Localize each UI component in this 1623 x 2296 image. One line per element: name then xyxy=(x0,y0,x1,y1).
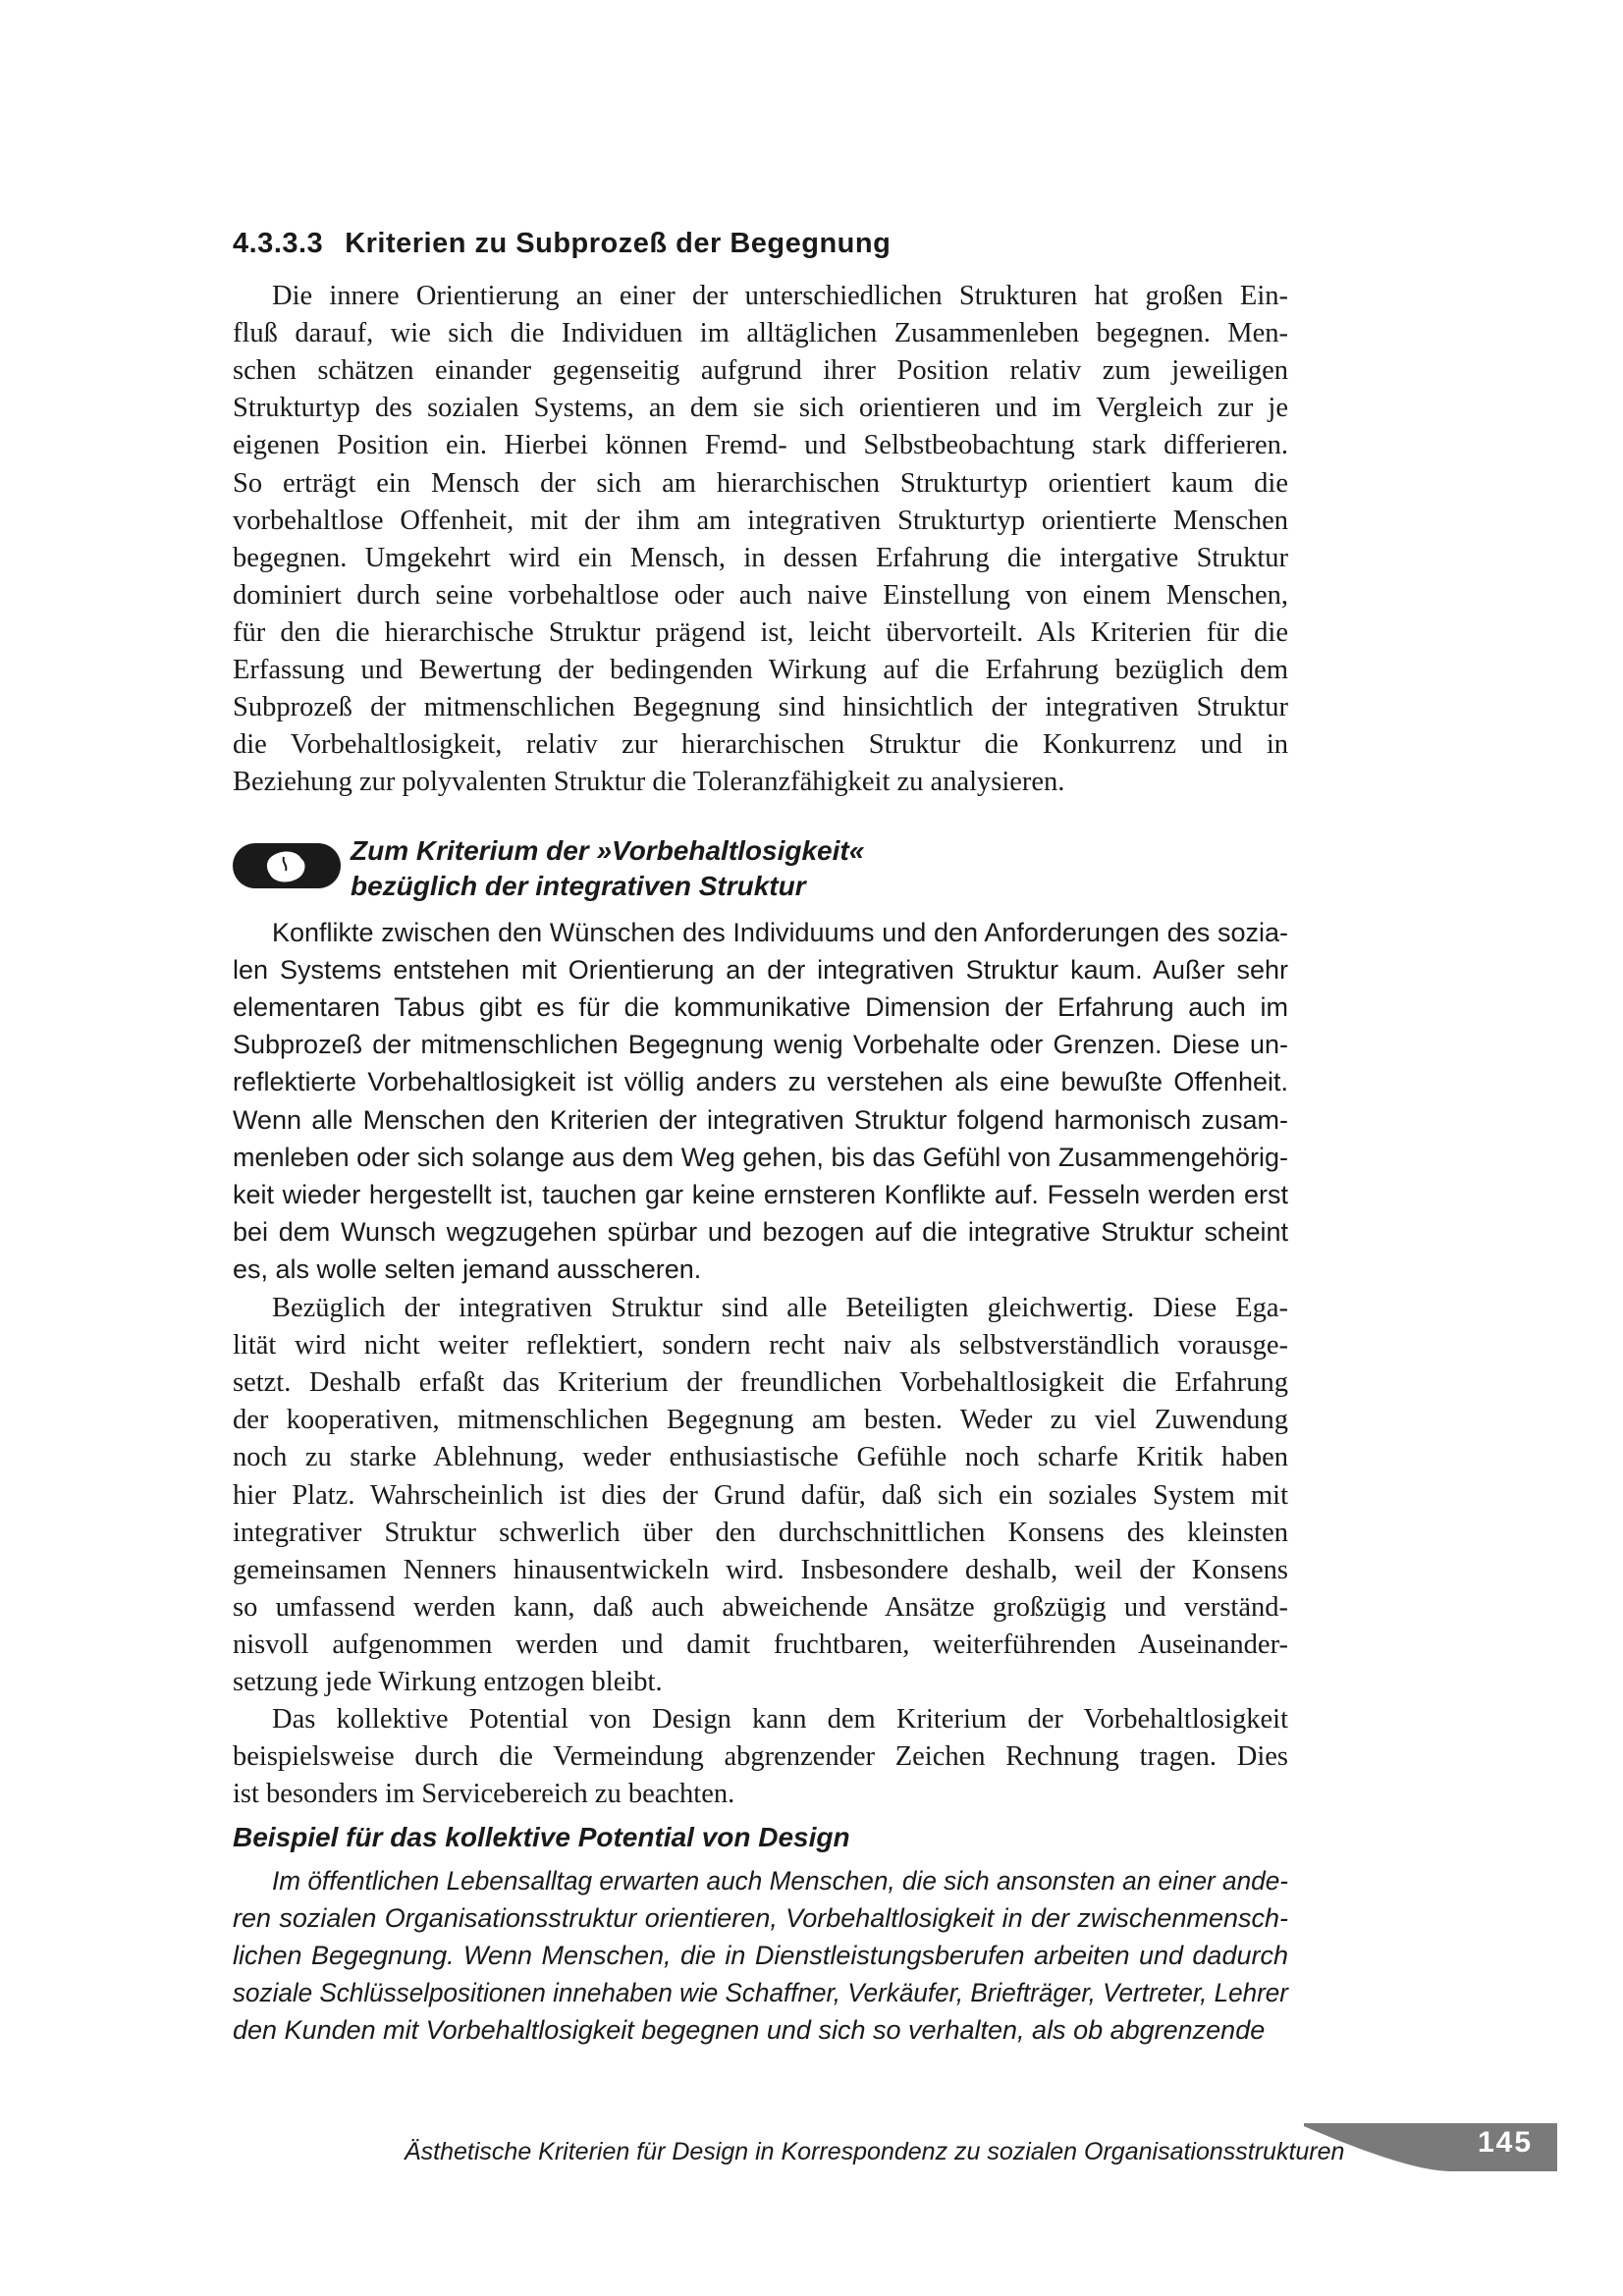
pill-shape-icon xyxy=(233,841,341,890)
text-line: setzt. Deshalb erfaßt das Kriterium der freundlichen Vorbehaltlosigkeit die Erfahrung xyxy=(233,1367,1288,1399)
text-line: menleben oder sich solange aus dem Weg gehen, bis das Gefühl von Zusammengehörig- xyxy=(233,1142,1288,1172)
example-title: Beispiel für das kollektive Potential von Design xyxy=(233,1822,850,1852)
criterion-title-line2: bezüglich der integrativen Struktur xyxy=(351,871,806,901)
text-line: so umfassend werden kann, daß auch abweichende Ansätze großzügig und verständ- xyxy=(233,1591,1288,1623)
text-line: So erträgt ein Mensch der sich am hierarchischen Strukturtyp orientiert kaum die xyxy=(233,467,1288,499)
text-line: keit wieder hergestellt ist, tauchen gar keine ernsteren Konflikte auf. Fesseln werden erst xyxy=(233,1179,1288,1209)
text-line: ren sozialen Organisationsstruktur orientieren, Vorbehaltlosigkeit in der zwischenmensch- xyxy=(233,1903,1288,1934)
text-line: Im öffentlichen Lebensalltag erwarten auch Menschen, die sich ansonsten an einer ande- xyxy=(272,1866,1288,1896)
text-line: fluß darauf, wie sich die Individuen im alltäglichen Zusammenleben begegnen. Men- xyxy=(233,318,1288,349)
section-heading xyxy=(233,228,891,260)
page-number: 145 xyxy=(1477,2126,1534,2159)
section-number: 4.3.3.3 xyxy=(233,228,324,259)
text-line: elementaren Tabus gibt es für die kommunikative Dimension der Erfahrung auch im xyxy=(233,992,1288,1023)
section-title: Kriterien zu Subprozeß der Begegnung xyxy=(345,228,892,259)
text-line: Die innere Orientierung an einer der unterschiedlichen Strukturen hat großen Ein- xyxy=(272,281,1288,311)
text-line: lität wird nicht weiter reflektiert, sondern recht naiv als selbstverständlich vorausge- xyxy=(233,1330,1288,1362)
text-line: für den die hierarchische Struktur prägend ist, leicht übervorteilt. Als Kriterien für die xyxy=(233,616,1288,648)
text-line: es, als wolle selten jemand ausscheren. xyxy=(233,1254,702,1284)
text-line: schen schätzen einander gegenseitig aufgrund ihrer Position relativ zum jeweiligen xyxy=(233,355,1288,387)
text-line: beispielsweise durch die Vermeindung abgrenzender Zeichen Rechnung tragen. Dies xyxy=(233,1741,1288,1773)
text-line: Subprozeß der mitmenschlichen Begegnung sind hinsichtlich der integrativen Struktur xyxy=(233,692,1288,723)
criterion-title-line1: Zum Kriterium der »Vorbehaltlosigkeit« xyxy=(351,835,865,866)
text-line: nisvoll aufgenommen werden und damit fruchtbaren, weiterführenden Auseinander- xyxy=(233,1629,1288,1660)
text-line: reflektierte Vorbehaltlosigkeit ist völlig anders zu verstehen als eine bewußte Offenheit. xyxy=(233,1067,1288,1097)
text-line: bei dem Wunsch wegzugehen spürbar und bezogen auf die integrative Struktur scheint xyxy=(233,1216,1288,1247)
text-line: ist besonders im Servicebereich zu beachten. xyxy=(233,1779,735,1810)
text-line: der kooperativen, mitmenschlichen Begegnung am besten. Weder zu viel Zuwendung xyxy=(233,1405,1288,1436)
text-line: die Vorbehaltlosigkeit, relativ zur hierarchischen Struktur die Konkurrenz und in xyxy=(233,729,1288,761)
text-line: Konflikte zwischen den Wünschen des Individuums und den Anforderungen des sozia- xyxy=(272,918,1288,947)
text-line: Das kollektive Potential von Design kann dem Kriterium der Vorbehaltlosigkeit xyxy=(272,1704,1288,1735)
text-line: hier Platz. Wahrscheinlich ist dies der Grund dafür, daß sich ein soziales System mit xyxy=(233,1479,1288,1511)
text-line: Subprozeß der mitmenschlichen Begegnung wenig Vorbehalte oder Grenzen. Diese un- xyxy=(233,1030,1288,1060)
text-line: noch zu starke Ablehnung, weder enthusiastische Gefühle noch scharfe Kritik haben xyxy=(233,1442,1288,1473)
text-line: Beziehung zur polyvalenten Struktur die Toleranzfähigkeit zu analysieren. xyxy=(233,767,1065,798)
text-line: Erfassung und Bewertung der bedingenden Wirkung auf die Erfahrung bezüglich dem xyxy=(233,655,1288,685)
text-line: setzung jede Wirkung entzogen bleibt. xyxy=(233,1667,663,1697)
text-line: den Kunden mit Vorbehaltlosigkeit begegnen und sich so verhalten, als ob abgrenzende xyxy=(233,2015,1266,2046)
text-line: Strukturtyp des sozialen Systems, an dem sie sich orientieren und im Vergleich zur je xyxy=(233,393,1288,424)
text-line: lichen Begegnung. Wenn Menschen, die in Dienstleistungsberufen arbeiten und dadurch xyxy=(233,1941,1288,1971)
text-line: len Systems entstehen mit Orientierung an der integrativen Struktur kaum. Außer sehr xyxy=(233,955,1288,986)
text-line: Bezüglich der integrativen Struktur sind alle Beteiligten gleichwertig. Diese Ega- xyxy=(272,1293,1288,1323)
text-line: integrativer Struktur schwerlich über den durchschnittlichen Konsens des kleinsten xyxy=(233,1517,1288,1548)
text-line: begegnen. Umgekehrt wird ein Mensch, in dessen Erfahrung die intergative Struktur xyxy=(233,542,1288,573)
text-line: Wenn alle Menschen den Kriterien der integrativen Struktur folgend harmonisch zusam- xyxy=(233,1104,1288,1135)
text-line: soziale Schlüsselpositionen innehaben wie Schaffner, Verkäufer, Briefträger, Vertreter, Lehrer xyxy=(233,1978,1288,2008)
text-line: dominiert durch seine vorbehaltlose oder auch naive Einstellung von einem Menschen, xyxy=(233,579,1288,611)
text-line: eigenen Position ein. Hierbei können Fremd- und Selbstbeobachtung stark differieren. xyxy=(233,430,1288,461)
text-line: gemeinsamen Nenners hinausentwickeln wird. Insbesondere deshalb, weil der Konsens xyxy=(233,1554,1288,1585)
running-footer-title: Ästhetische Kriterien für Design in Korrespondenz zu sozialen Organisationsstrukturen xyxy=(405,2138,1345,2165)
text-line: vorbehaltlose Offenheit, mit der ihm am integrativen Strukturtyp orientierte Menschen xyxy=(233,505,1288,536)
